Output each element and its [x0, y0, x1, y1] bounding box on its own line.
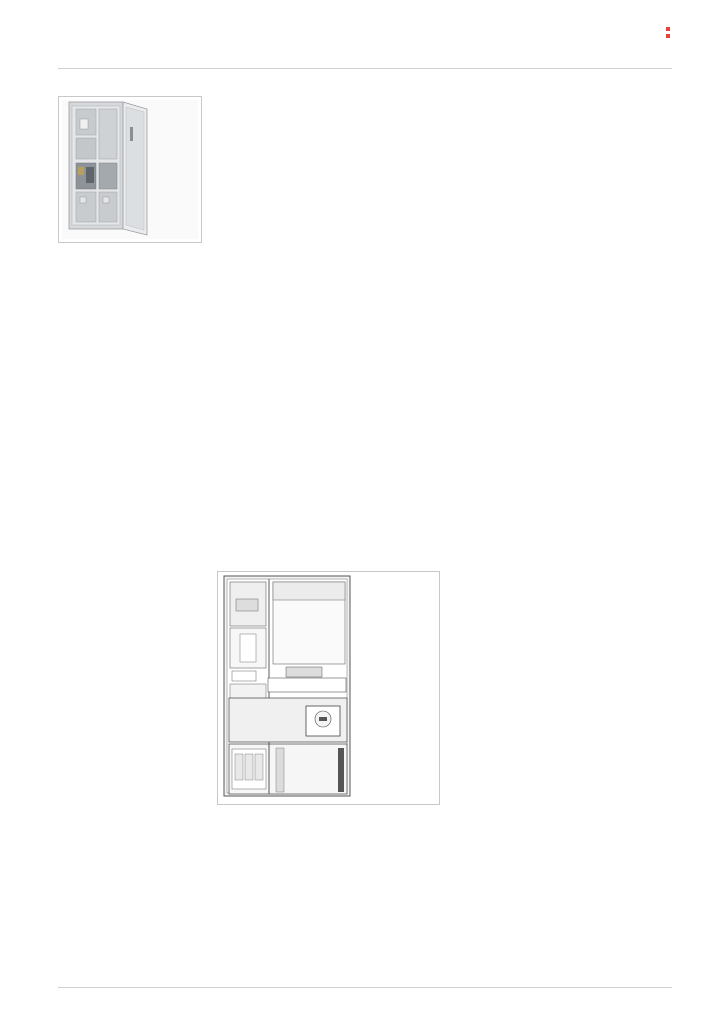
specs-section: [217, 95, 672, 121]
technical-drawing: [217, 571, 440, 805]
product-image: [58, 96, 202, 243]
header-divider: [58, 68, 672, 69]
footer-divider: [58, 987, 672, 988]
logo-dots-icon: [666, 27, 670, 38]
hager-logo: [666, 27, 672, 38]
